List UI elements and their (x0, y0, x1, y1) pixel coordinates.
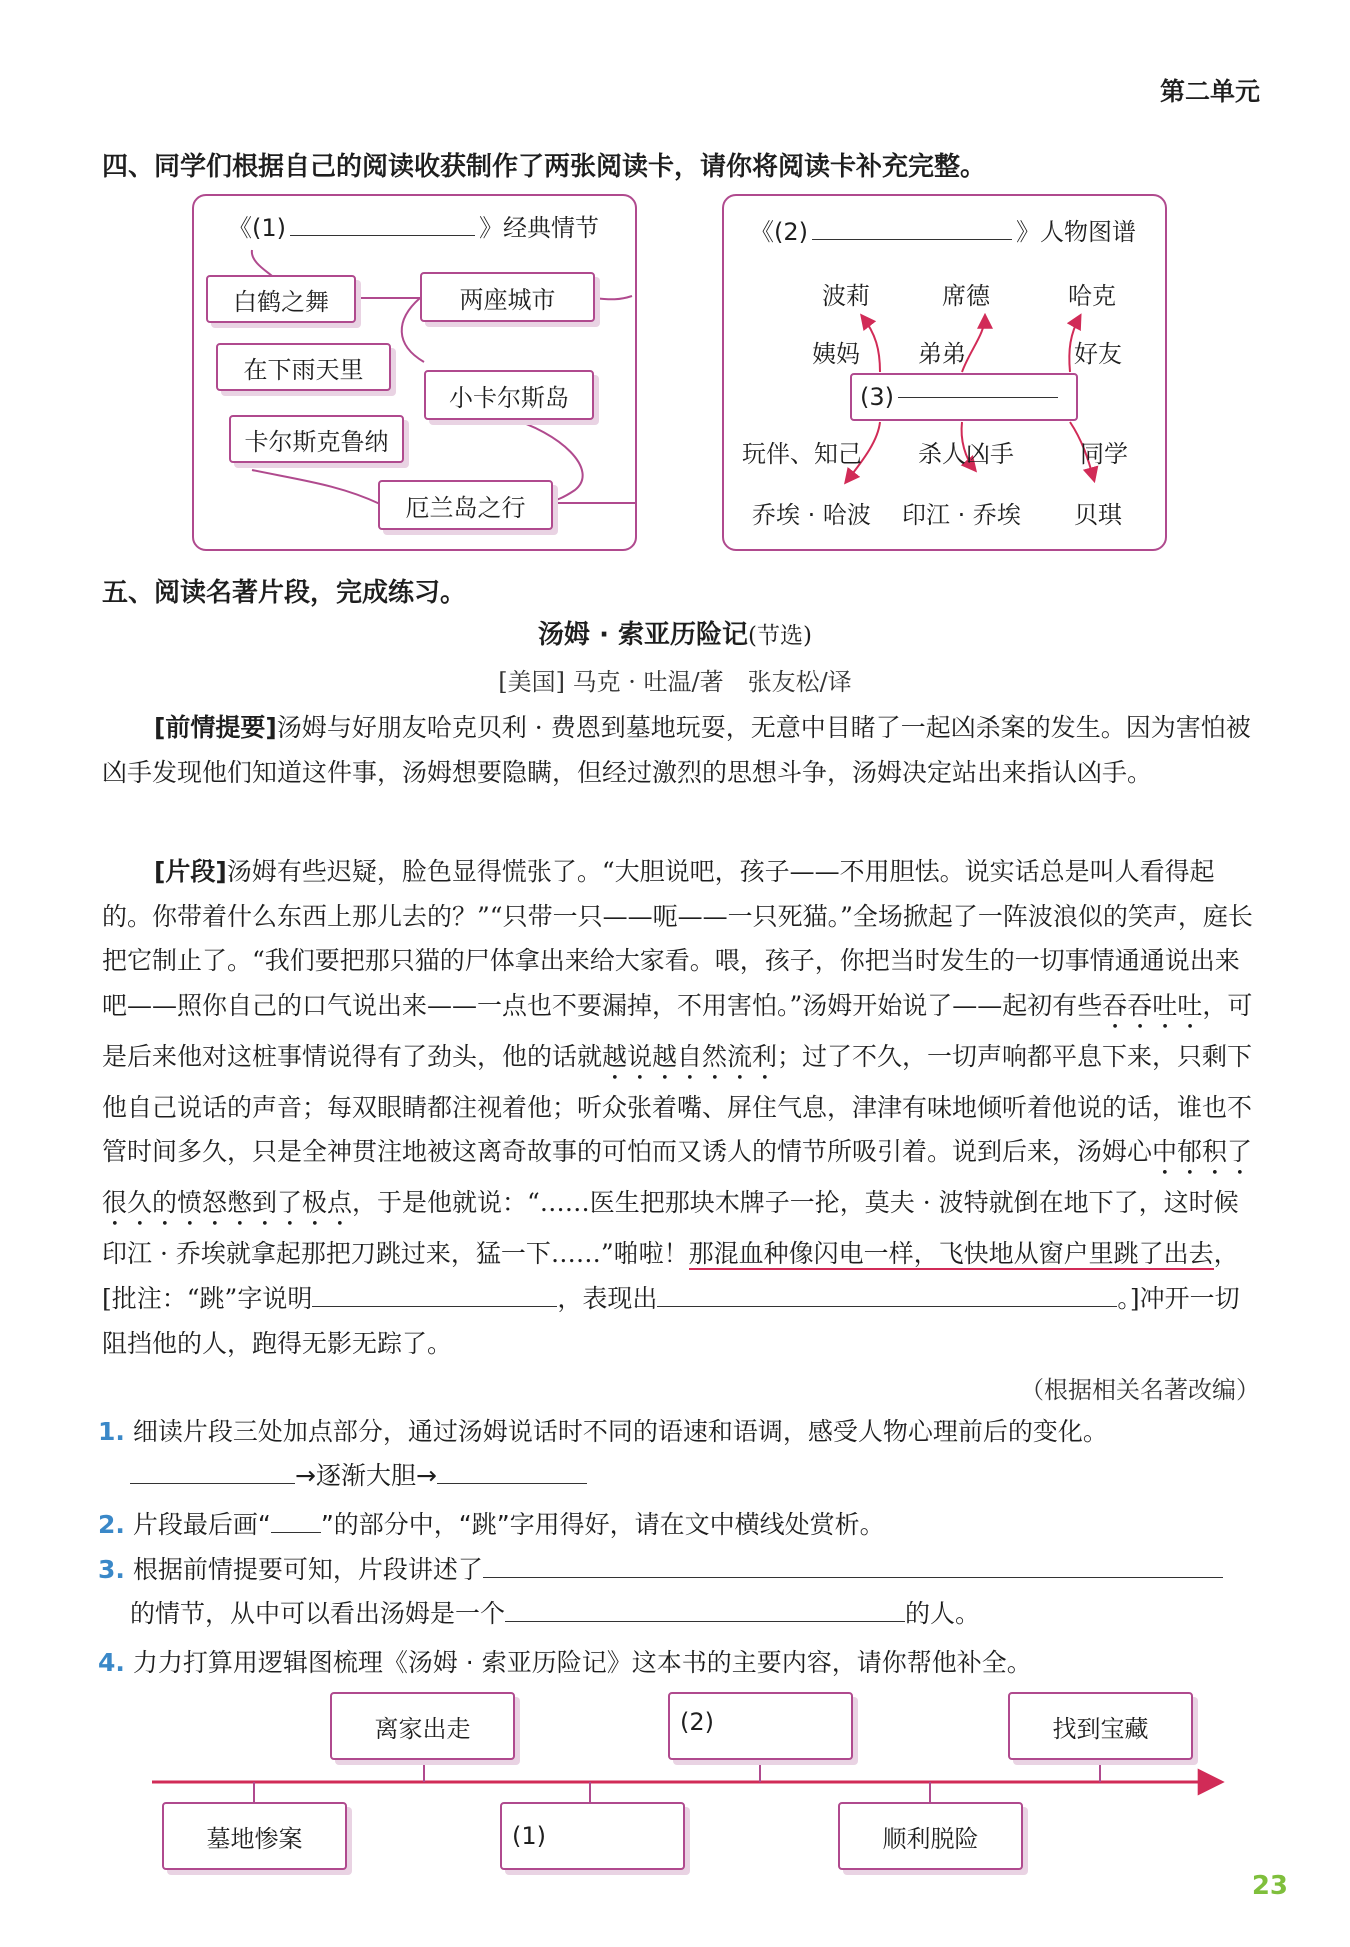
card2-top-name-3: 哈克 (1068, 282, 1116, 310)
question-3: 3. 根据前情提要可知，片段讲述了 (98, 1550, 1223, 1586)
card2-relation-bottom-3: 同学 (1080, 440, 1128, 468)
dotted-phrase-2: 越说越自然流利 (602, 1041, 778, 1071)
question-2: 2. 片段最后画“ ”的部分中，“跳”字用得好，请在文中横线处赏析。 (98, 1510, 885, 1539)
timeline-top-3: 找到宝藏 (1008, 1692, 1193, 1760)
card1-item-2: 两座城市 (420, 272, 595, 322)
card1-title: 《(1) 》经典情节 (228, 214, 599, 242)
source-note: （根据相关名著改编） (1020, 1376, 1260, 1404)
card2-top-name-1: 波莉 (822, 282, 870, 310)
card1-item-4: 小卡尔斯岛 (424, 370, 594, 420)
timeline-bottom-2[interactable]: (1) (500, 1802, 685, 1870)
section4-title: 四、同学们根据自己的阅读收获制作了两张阅读卡，请你将阅读卡补充完整。 (102, 152, 987, 182)
card2-bottom-name-1: 乔埃 · 哈波 (752, 501, 871, 529)
question-1: 1. 细读片段三处加点部分，通过汤姆说话时不同的语速和语调，感受人物心理前后的变化。 (98, 1417, 1108, 1446)
timeline-bottom-3: 顺利脱险 (838, 1802, 1023, 1870)
passage-title: 汤姆 · 索亚历险记(节选) (538, 620, 812, 650)
card2-relation-bottom-1: 玩伴、知己 (742, 440, 862, 468)
card1-item-1: 白鹤之舞 (206, 275, 356, 323)
card2-top-name-2: 席德 (942, 282, 990, 310)
dotted-phrase-3: 中郁积了很久的愤怒憋到了极点 (102, 1137, 1253, 1218)
intro-paragraph: [前情提要]汤姆与好朋友哈克贝利 · 费恩到墓地玩耍，无意中目睹了一起凶杀案的发生。因为害怕被凶手发现他们知道这件事，汤姆想要隐瞒，但经过激烈的思想斗争，汤姆决定站出来指认凶手。 (102, 713, 1251, 787)
question-3-line2: 的情节，从中可以看出汤姆是一个 的人。 (130, 1599, 981, 1628)
card2-relation-top-2: 弟弟 (918, 340, 966, 368)
card2-center-box: (3) (850, 373, 1078, 421)
timeline-top-1: 离家出走 (330, 1692, 515, 1760)
card2-title: 《(2) 》人物图谱 (750, 218, 1136, 246)
card1-item-6: 厄兰岛之行 (378, 480, 553, 530)
unit-header: 第二单元 (1159, 77, 1260, 106)
underlined-sentence: 那混血种像闪电一样，飞快地从窗户里跳了出去 (688, 1239, 1214, 1269)
card1-item-5: 卡尔斯克鲁纳 (229, 415, 404, 463)
question-1-answer: →逐渐大胆→ (130, 1456, 587, 1492)
card2-relation-top-1: 姨妈 (812, 340, 860, 368)
card1-item-3: 在下雨天里 (216, 343, 391, 391)
card2-bottom-name-2: 印江 · 乔埃 (902, 501, 1021, 529)
timeline-bottom-1: 墓地惨案 (162, 1802, 347, 1870)
passage-byline: [美国] 马克 · 吐温/著 张友松/译 (498, 668, 852, 696)
card2-bottom-name-3: 贝琪 (1074, 501, 1122, 529)
dotted-phrase-1: 吞吞吐吐 (1102, 990, 1203, 1020)
card2-relation-bottom-2: 杀人凶手 (918, 440, 1014, 468)
page-number: 23 (1251, 1871, 1288, 1901)
fragment-paragraph: [片段]汤姆有些迟疑，脸色显得慌张了。“大胆说吧，孩子——不用胆怯。说实话总是叫人看得起的。你带着什么东西上那儿去的？”“只带一只——呃——一只死猫。”全场掀起了一阵波浪似的笑声，庭长把它制止了。“我们要把那只猫的尸体拿出来给大家看。喂，孩子，你把当时发生的一切事情通通说出来吧——照你自己的口气说出来——一点也不要漏掉，不用害怕。”汤姆开始说了——起初有些吞吞吐吐，可是后来他对这桩事情说得有了劲头，他的话就越说越自然流利；过了不久，一切声响都平息下来，只剩下他自己说话的声音；每双眼睛都注视着他；听众张着嘴、屏住气息，津津有味地倾听着他说的话，谁也不管时间多久，只是全神贯注地被这离奇故事的可怕而又诱人的情节所吸引着。说到后来，汤姆心中郁积了很久的愤怒憋到了极点，于是他就说：“……医生把那块木牌子一抡，莫夫 · 波特就倒在地下了，这时候印江 · 乔埃就拿起那把刀跳过来，猛一下……”啪啦！那混血种像闪电一样，飞快地从窗户里跳了出去，[批注：“跳”字说明 ，表现出 。]冲开一切阻挡他的人，跑得无影无踪了。 (102, 857, 1253, 1358)
question-4: 4. 力力打算用逻辑图梳理《汤姆 · 索亚历险记》这本书的主要内容，请你帮他补全。 (98, 1648, 1032, 1677)
card2-relation-top-3: 好友 (1074, 340, 1122, 368)
timeline-top-2[interactable]: (2) (668, 1692, 853, 1760)
section5-title: 五、阅读名著片段，完成练习。 (102, 578, 467, 608)
